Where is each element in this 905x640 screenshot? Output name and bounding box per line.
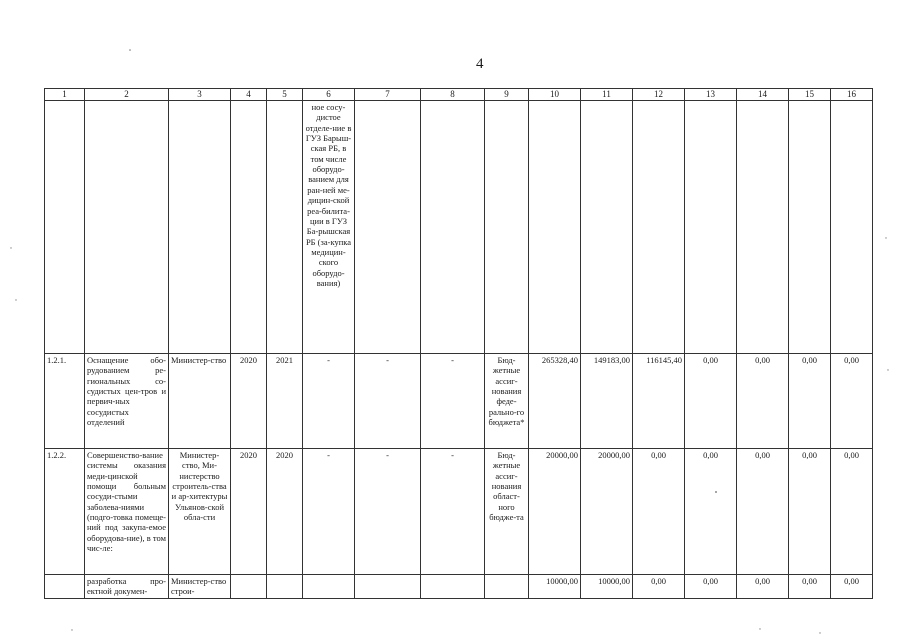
col-num-3: 3 (169, 89, 231, 101)
col-num-15: 15 (789, 89, 831, 101)
cell-value-13: 0,00 (685, 353, 737, 448)
cell-value-16: 0,00 (831, 574, 873, 598)
scan-speck (15, 299, 16, 300)
header-row (45, 89, 873, 101)
cell-col7: - (355, 353, 421, 448)
col-num-12: 12 (633, 89, 685, 101)
scan-speck (885, 237, 886, 238)
cell-value-15: 0,00 (789, 353, 831, 448)
cell-value-13: 0,00 (685, 574, 737, 598)
cell-executor: Министер-ство (169, 353, 231, 448)
cell-value-16: 0,00 (831, 448, 873, 574)
cell-value-10: 20000,00 (529, 448, 581, 574)
cell-item-name: Совершенство-вание системы оказания меди-цинской помощи больным сосуди-стыми заболева-ниями (подго-товка помеще-ний под закупа-емое оборудова-ние), в том чис-ле: (85, 448, 169, 574)
cell-year-end: 2020 (267, 448, 303, 574)
cell-col8: - (421, 353, 485, 448)
cell-col8: - (421, 448, 485, 574)
scan-speck (819, 632, 820, 633)
cell-value-16: 0,00 (831, 353, 873, 448)
col-num-4: 4 (231, 89, 267, 101)
cell-value-12: 116145,40 (633, 353, 685, 448)
col-num-10: 10 (529, 89, 581, 101)
scan-speck (10, 247, 11, 248)
cell-value-15: 0,00 (789, 448, 831, 574)
cell-col6: - (303, 353, 355, 448)
cell-year-start: 2020 (231, 353, 267, 448)
cell-executor: Министер-ство, Ми-нистерство строитель-ства и ар-хитектуры Ульянов-ской обла-сти (169, 448, 231, 574)
scan-speck (71, 629, 72, 630)
cell-col6: - (303, 448, 355, 574)
cell-value-12: 0,00 (633, 574, 685, 598)
cell-value-10: 10000,00 (529, 574, 581, 598)
col-num-11: 11 (581, 89, 633, 101)
table-row (45, 100, 873, 353)
cell-value-14: 0,00 (737, 574, 789, 598)
cell-value-10: 265328,40 (529, 353, 581, 448)
col-num-7: 7 (355, 89, 421, 101)
cell-value-11: 149183,00 (581, 353, 633, 448)
col-num-14: 14 (737, 89, 789, 101)
program-table (44, 88, 873, 599)
cell-value-11: 20000,00 (581, 448, 633, 574)
col-num-13: 13 (685, 89, 737, 101)
cell-item-name: Оснащение обо-рудованием ре-гиональных со-судистых цен-тров и первич-ных сосудистых отделений (85, 353, 169, 448)
cell-funding-source: Бюд-жетные ассиг-нования феде-рально-го бюджета* (485, 353, 529, 448)
cell-col7: - (355, 448, 421, 574)
col-num-16: 16 (831, 89, 873, 101)
col-num-2: 2 (85, 89, 169, 101)
col-num-8: 8 (421, 89, 485, 101)
cell-value-12: 0,00 (633, 448, 685, 574)
cell-value-13: 0,00 (685, 448, 737, 574)
cell-value-11: 10000,00 (581, 574, 633, 598)
col-num-9: 9 (485, 89, 529, 101)
cell-item-number: 1.2.2. (45, 448, 85, 574)
table-row (45, 448, 873, 574)
cell-item-number: 1.2.1. (45, 353, 85, 448)
col-num-6: 6 (303, 89, 355, 101)
scan-speck (129, 49, 131, 51)
table-row (45, 574, 873, 598)
cell-year-end: 2021 (267, 353, 303, 448)
page-number: 4 (476, 56, 484, 72)
cell-executor: Министер-ство строи- (169, 574, 231, 598)
cell-value-14: 0,00 (737, 448, 789, 574)
col-num-5: 5 (267, 89, 303, 101)
table-row (45, 353, 873, 448)
cell-value-14: 0,00 (737, 353, 789, 448)
scan-speck (887, 369, 888, 370)
cell-year-start: 2020 (231, 448, 267, 574)
col-num-1: 1 (45, 89, 85, 101)
scan-speck (759, 628, 760, 629)
cell-value-15: 0,00 (789, 574, 831, 598)
cell-funding-source: Бюд-жетные ассиг-нования област-ного бюдже-та (485, 448, 529, 574)
cell-continuation-text: ное сосу-дистое отделе-ние в ГУЗ Барыш-ская РБ, в том числе оборудо-ванием для ран-ней ме-дицин-ской реа-билита-ции в ГУЗ Ба-рышская РБ (за-купка медицин-ского оборудо-вания) (303, 100, 355, 353)
cell-item-name: разработка про-ектной докумен- (85, 574, 169, 598)
